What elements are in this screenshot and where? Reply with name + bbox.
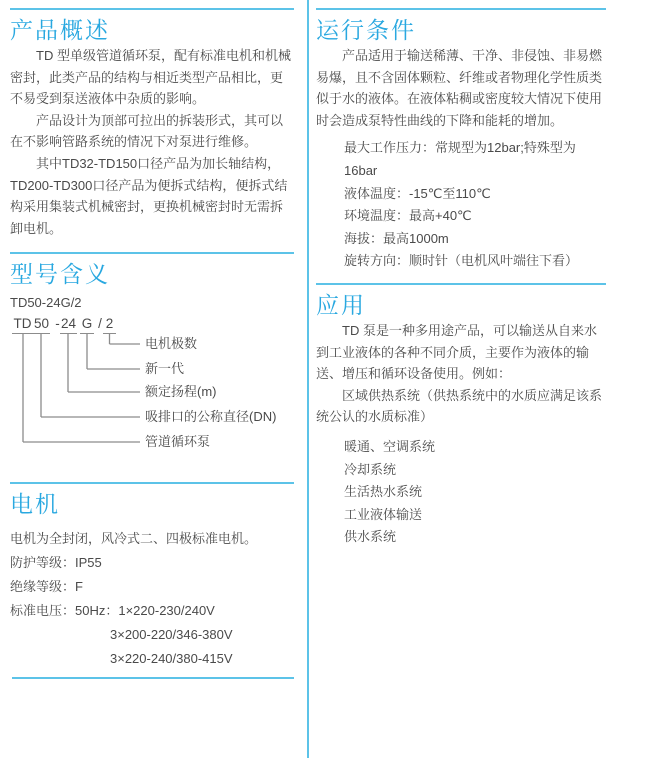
model-token-g: G — [80, 315, 94, 334]
model-token-slash: / — [98, 316, 102, 331]
model-token-dn: 50 — [33, 315, 50, 334]
motor-voltage-2: 3×200-220/346-380V — [110, 627, 233, 642]
section-rule — [10, 482, 294, 484]
section-title-operating: 运行条件 — [316, 17, 416, 43]
operating-item-max-pressure: 最大工作压力：常规型为12bar;特殊型为16bar — [344, 140, 576, 178]
model-token-poles: 2 — [103, 315, 116, 334]
operating-item-altitude: 海拔：最高1000m — [344, 230, 449, 246]
section-product-overview — [10, 8, 294, 239]
diagram-label-nominal-diameter: 吸排口的公称直径(DN) — [145, 409, 277, 424]
column-divider — [307, 0, 309, 758]
model-token-dash: - — [55, 316, 60, 331]
section-model-designation — [10, 252, 294, 465]
application-item-industrial-liquid: 工业液体输送 — [344, 506, 423, 522]
application-list — [316, 436, 606, 549]
section-motor — [10, 482, 294, 671]
application-paragraph-2: 区域供热系统（供热系统中的水质应满足该系统公认的水质标准） — [316, 387, 603, 425]
motor-specs — [10, 527, 294, 671]
section-application — [316, 283, 606, 549]
application-item-cooling: 冷却系统 — [344, 461, 397, 477]
section-operating-conditions — [316, 8, 606, 273]
model-example-code: TD50-24G/2 — [10, 295, 82, 310]
section-rule — [316, 283, 606, 285]
left-column — [10, 0, 294, 760]
application-item-water-supply: 供水系统 — [344, 529, 397, 545]
section-title-model: 型号含义 — [10, 261, 110, 287]
diagram-label-new-generation: 新一代 — [145, 361, 185, 376]
model-designation-diagram — [10, 315, 294, 465]
motor-voltage-1: 标准电压：50Hz：1×220-230/240V — [10, 603, 215, 618]
motor-intro: 电机为全封闭，风冷式二、四极标准电机。 — [10, 531, 258, 546]
section-rule — [316, 8, 606, 10]
section-title-application: 应用 — [316, 292, 366, 318]
model-token-head: 24 — [60, 315, 77, 334]
operating-item-rotation-direction: 旋转方向：顺时针（电机风叶端往下看） — [344, 253, 579, 269]
model-token-td: TD — [12, 315, 33, 334]
overview-paragraph-1: TD 型单级管道循环泵，配有标准电机和机械密封，此类产品的结构与相近类型产品相比，更不易受到泵送液体中杂质的影响。 — [10, 48, 291, 107]
section-rule — [10, 8, 294, 10]
diagram-label-motor-poles: 电机极数 — [145, 336, 198, 351]
application-item-domestic-hot-water: 生活热水系统 — [344, 484, 423, 500]
operating-item-ambient-temperature: 环境温度：最高+40℃ — [344, 208, 472, 224]
section-title-motor: 电机 — [10, 491, 60, 517]
operating-intro: 产品适用于输送稀薄、干净、非侵蚀、非易燃易爆，且不含固体颗粒、纤维或者物理化学性质类似于水的液体。在液体粘稠或密度较大情况下使用时会造成泵特性曲线的下降和能耗的增加。 — [316, 48, 603, 128]
diagram-label-rated-head: 额定扬程(m) — [145, 384, 217, 399]
overview-paragraph-2: 产品设计为顶部可拉出的拆装形式，其可以在不影响管路系统的情况下对泵进行维修。 — [10, 112, 284, 150]
application-paragraph-1: TD 泵是一种多用途产品，可以输送从自来水到工业液体的各种不同介质，主要作为液体的输送、增压和循环设备使用。例如： — [316, 323, 597, 382]
overview-paragraph-3: 其中TD32-TD150口径产品为加长轴结构，TD200-TD300口径产品为便拆式结构，便拆式结构采用集装式机械密封，更换机械密封时无需拆卸电机。 — [10, 155, 288, 236]
motor-voltage-3: 3×220-240/380-415V — [110, 651, 233, 666]
operating-item-liquid-temperature: 液体温度：-15℃至110℃ — [344, 185, 491, 201]
motor-insulation-class: 绝缘等级：F — [10, 579, 83, 594]
section-title-overview: 产品概述 — [10, 17, 110, 43]
diagram-label-pipeline-pump: 管道循环泵 — [145, 434, 211, 449]
right-column — [316, 0, 606, 760]
left-column-bottom-rule — [12, 677, 294, 679]
section-rule — [10, 252, 294, 254]
operating-spec-list — [316, 137, 606, 273]
application-item-hvac: 暖通、空调系统 — [344, 438, 436, 454]
motor-protection-class: 防护等级：IP55 — [10, 555, 102, 570]
